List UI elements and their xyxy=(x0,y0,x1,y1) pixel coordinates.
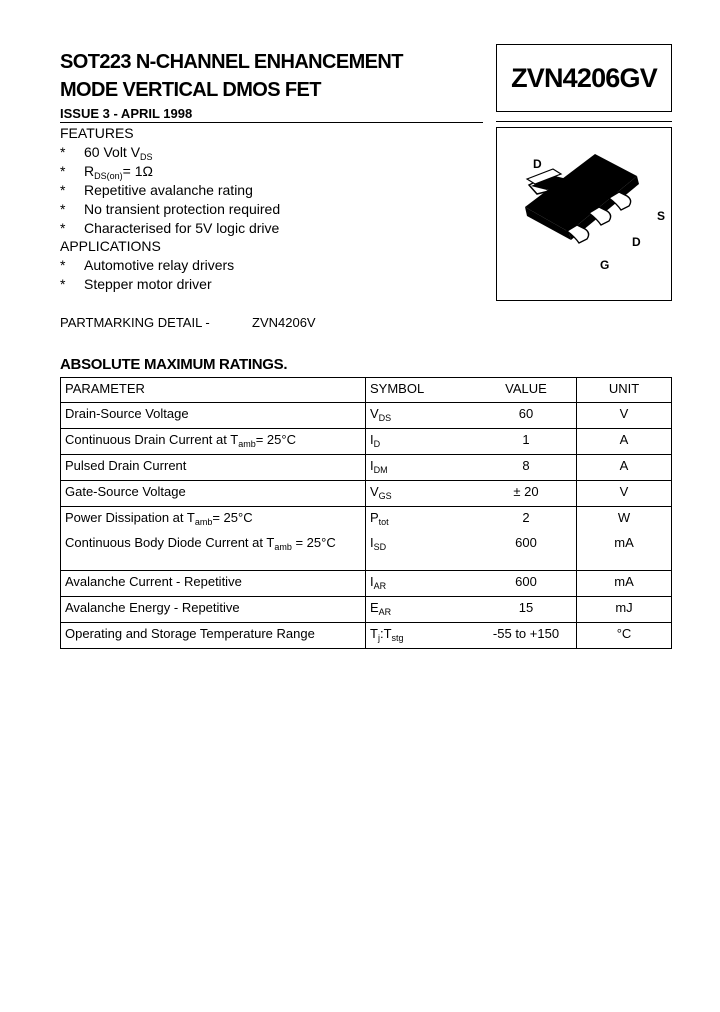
param-cell: Power Dissipation at $T_{amb}= 25^\circ C$ xyxy=(61,507,366,533)
table-row xyxy=(61,455,672,481)
applications-list xyxy=(60,256,234,294)
divider xyxy=(496,121,672,122)
param-cell: Gate-Source Voltage xyxy=(61,481,366,507)
value-cell: 600 xyxy=(515,574,537,589)
unit-cell: mA xyxy=(577,571,672,597)
ratings-title: ABSOLUTE MAXIMUM RATINGS. xyxy=(60,356,288,373)
features-list xyxy=(60,143,280,238)
value-cell: 15 xyxy=(518,600,534,615)
symbol-cell: $E_{AR}$ 15 xyxy=(366,597,577,623)
issue-line: ISSUE 3 - APRIL 1998 xyxy=(60,106,483,123)
table-row xyxy=(61,429,672,455)
unit-cell: °C xyxy=(577,623,672,649)
table-row xyxy=(61,623,672,649)
symbol-cell: $P_{tot}$ 2 xyxy=(366,507,577,533)
partmarking-detail xyxy=(60,315,316,330)
col-unit: UNIT xyxy=(577,378,672,403)
title-line-2: MODE VERTICAL DMOS FET xyxy=(60,79,321,101)
package-drawing xyxy=(496,127,672,301)
unit-cell: mA xyxy=(577,532,672,571)
table-row xyxy=(61,532,672,571)
table-row xyxy=(61,403,672,429)
param-cell: Drain-Source Voltage xyxy=(61,403,366,429)
param-cell: Continuous Body Diode Current at $T_{amb} = 25^\circ C$ xyxy=(61,532,366,571)
table-row xyxy=(61,481,672,507)
col-value: VALUE xyxy=(505,381,547,396)
param-cell: Pulsed Drain Current xyxy=(61,455,366,481)
unit-cell: A xyxy=(577,455,672,481)
unit-cell: V xyxy=(577,481,672,507)
symbol-cell: $I_{DM}$ 8 xyxy=(366,455,577,481)
col-parameter: PARAMETER xyxy=(61,378,366,403)
page-title xyxy=(60,48,403,104)
unit-cell: A xyxy=(577,429,672,455)
partmarking-value: ZVN4206V xyxy=(252,315,316,330)
table-row xyxy=(61,597,672,623)
value-cell: 2 xyxy=(522,510,530,525)
pin-label-s: S xyxy=(657,209,666,223)
applications-heading: APPLICATIONS xyxy=(60,238,161,254)
param-cell: Avalanche Energy - Repetitive xyxy=(61,597,366,623)
partmarking-label: PARTMARKING DETAIL - xyxy=(60,315,210,330)
symbol-cell: $I_{AR}$ 600 xyxy=(366,571,577,597)
symbol-cell: $T_j:T_{stg}$ -55 to +150 xyxy=(366,623,577,649)
table-row xyxy=(61,507,672,533)
list-item: * Repetitive avalanche rating xyxy=(60,182,253,198)
list-item: * Automotive relay drivers xyxy=(60,257,235,273)
param-cell: Operating and Storage Temperature Range xyxy=(61,623,366,649)
part-number-box xyxy=(496,44,672,112)
unit-cell: mJ xyxy=(577,597,672,623)
symbol-cell: $I_D$ 1 xyxy=(366,429,577,455)
unit-cell: V xyxy=(577,403,672,429)
list-item: * Stepper motor driver xyxy=(60,276,212,292)
pin-label-d-top: D xyxy=(533,157,542,171)
list-item: * Characterised for 5V logic drive xyxy=(60,220,280,236)
value-cell: 600 xyxy=(515,535,537,550)
value-cell: 60 xyxy=(518,406,534,421)
param-cell: Avalanche Current - Repetitive xyxy=(61,571,366,597)
col-symbol-value xyxy=(366,378,577,403)
unit-cell: W xyxy=(577,507,672,533)
table-header-row xyxy=(61,378,672,403)
title-line-1: SOT223 N-CHANNEL ENHANCEMENT xyxy=(60,51,403,73)
list-item: * No transient protection required xyxy=(60,201,281,217)
ratings-table xyxy=(60,377,672,649)
value-cell: 8 xyxy=(522,458,530,473)
part-number: ZVN4206GV xyxy=(511,62,657,93)
value-cell: ± 20 xyxy=(513,484,539,499)
param-cell: Continuous Drain Current at $T_{amb}= 25^\circ C$ xyxy=(61,429,366,455)
sot223-package-icon xyxy=(497,128,671,300)
table-row xyxy=(61,571,672,597)
list-item: * 60 Volt $V_{DS}$ xyxy=(60,144,153,162)
pin-label-d: D xyxy=(632,235,641,249)
list-item: * $R_{DS(on)}= 1\Omega$ xyxy=(60,163,153,181)
features-heading: FEATURES xyxy=(60,125,134,141)
value-cell: 1 xyxy=(522,432,530,447)
pin-label-g: G xyxy=(600,258,610,272)
value-cell: -55 to +150 xyxy=(492,626,560,641)
col-symbol: SYMBOL xyxy=(370,381,425,396)
symbol-cell: $V_{GS}$ ± 20 xyxy=(366,481,577,507)
symbol-cell: $V_{DS}$ 60 xyxy=(366,403,577,429)
symbol-cell: $I_{SD}$ 600 xyxy=(366,532,577,571)
